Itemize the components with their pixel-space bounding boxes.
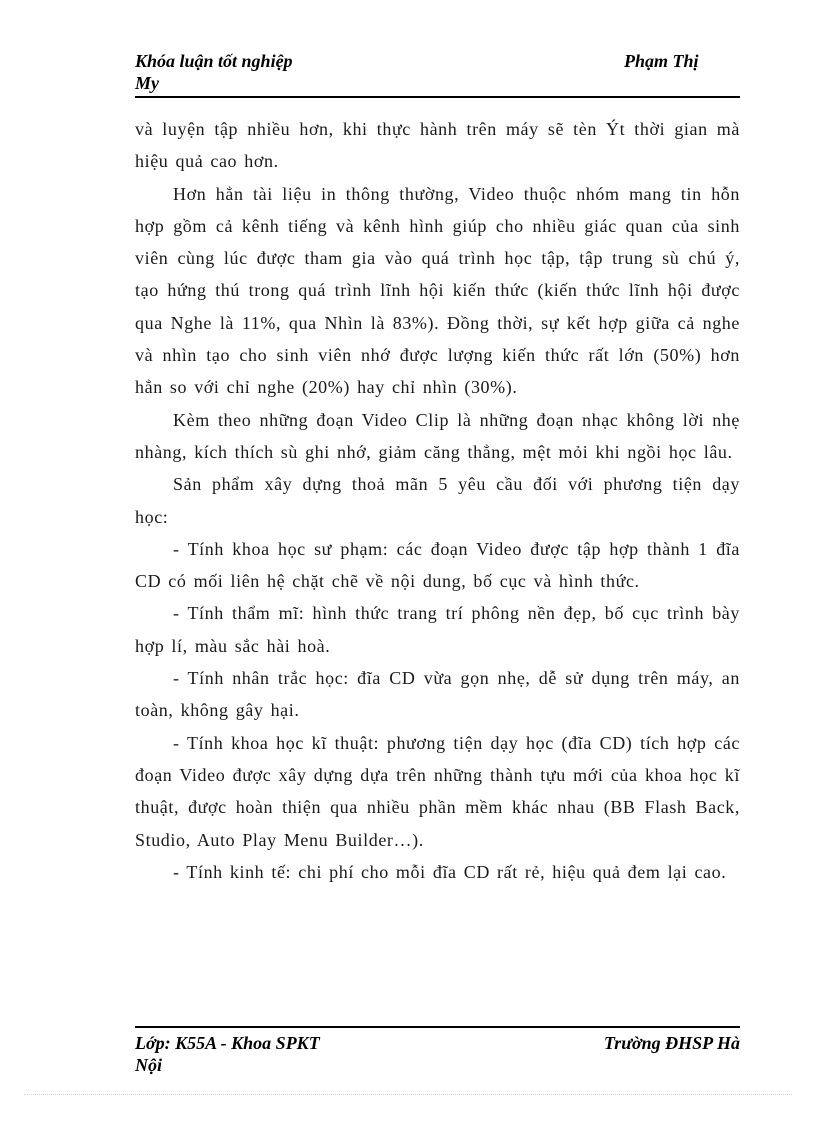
footer-school: Trường ĐHSP Hà [603,1033,740,1053]
page-bottom-border [24,1094,792,1095]
footer-class-continuation: Nội [135,1055,162,1075]
footer-class: Lớp: K55A - Khoa SPKT [135,1033,320,1053]
page-header [135,48,740,96]
list-item-aesthetics: - Tính thẩm mĩ: hình thức trang trí phông nền đẹp, bố cục trình bày hợp lí, màu sắc hài hoà. [135,603,740,656]
header-title-continuation: My [135,73,159,93]
list-item-pedagogy: - Tính khoa học sư phạm: các đoạn Video được tập hợp thành 1 đĩa CD có mối liên hệ chặt chẽ về nội dung, bố cục và hình thức. [135,538,740,592]
header-author: Phạm Thị [624,51,699,71]
paragraph-requirements-intro: Sản phẩm xây dựng thoả mãn 5 yêu cầu đối với phương tiện dạy học: [135,474,740,527]
page-footer [135,1030,740,1078]
list-item-technical: - Tính khoa học kĩ thuật: phương tiện dạy học (đĩa CD) tích hợp các đoạn Video được xây dựng dựa trên những thành tựu mới của khoa học kĩ thuật, được hoàn thiện qua nhiều phần mềm khác nhau (BB Flash Back, Studio, Auto Play Menu Builder…). [135,732,740,850]
list-item-economic: - Tính kinh tế: chi phí cho mỗi đĩa CD rất rẻ, hiệu quả đem lại cao. [173,861,727,882]
paragraph-continuation: và luyện tập nhiều hơn, khi thực hành trên máy sẽ tèn Ýt thời gian mà hiệu quả cao hơn. [135,119,740,172]
body-text [135,113,740,888]
header-rule [135,96,740,98]
list-item-ergonomics: - Tính nhân trắc học: đĩa CD vừa gọn nhẹ, dễ sử dụng trên máy, an toàn, không gây hại. [135,668,740,721]
header-title: Khóa luận tốt nghiệp [135,51,293,71]
paragraph-music: Kèm theo những đoạn Video Clip là những đoạn nhạc không lời nhẹ nhàng, kích thích sù ghi nhớ, giảm căng thẳng, mệt mỏi khi ngồi học lâu. [135,409,740,462]
paragraph-video-benefits: Hơn hẳn tài liệu in thông thường, Video thuộc nhóm mang tin hỗn hợp gồm cả kênh tiếng và kênh hình giúp cho nhiều giác quan của sinh viên cùng lúc được tham gia vào quá trình học tập, tập trung sù chú ý, tạo hứng thú trong quá trình lĩnh hội kiến thức (kiến thức lĩnh hội được qua Nghe là 11%, qua Nhìn là 83%). Đồng thời, sự kết hợp giữa cả nghe và nhìn tạo cho sinh viên nhớ được lượng kiến thức rất lớn (50%) hơn hẳn so với chỉ nghe (20%) hay chỉ nhìn (30%). [135,183,740,398]
footer-rule [135,1026,740,1028]
